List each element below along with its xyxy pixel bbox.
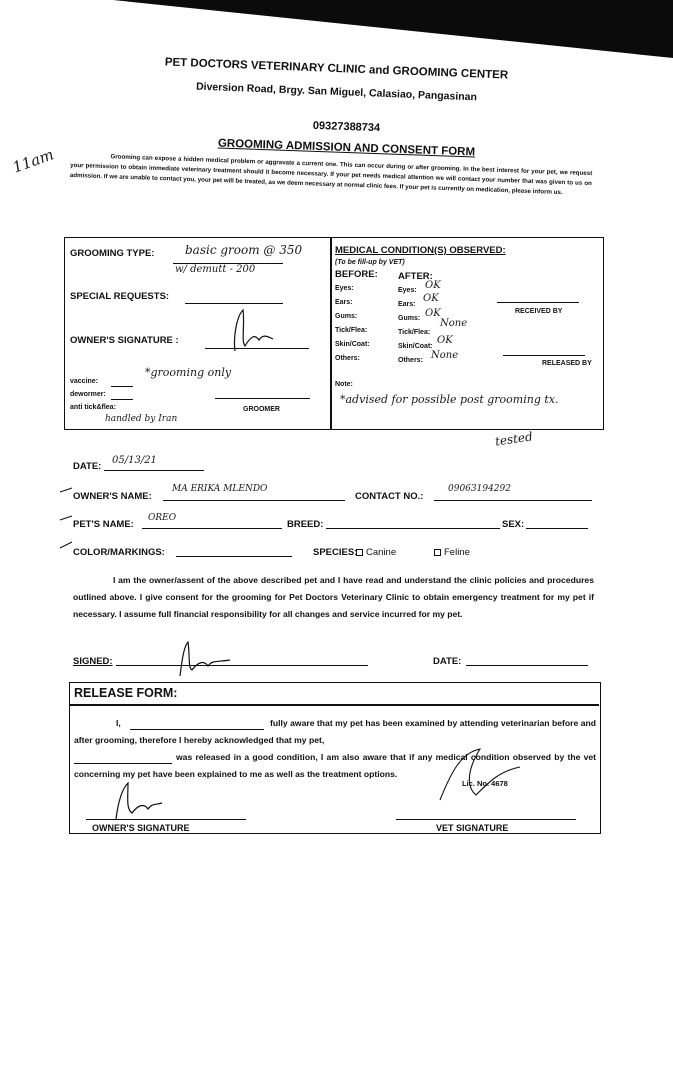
sex-line: [526, 528, 588, 529]
owner-name-value: MA ERIKA MLENDO: [172, 484, 268, 494]
after-skin: Skin/Coat:: [398, 343, 433, 350]
after-ears: Ears:: [398, 301, 416, 308]
pet-name-label: PET'S NAME:: [73, 519, 134, 530]
vaccine-line: [111, 386, 133, 387]
canine-label: Canine: [366, 547, 397, 558]
release-title: RELEASE FORM:: [74, 686, 178, 700]
pen-marks: [58, 480, 78, 560]
date-value: 05/13/21: [112, 455, 157, 466]
vaccine-label: vaccine:: [70, 378, 99, 385]
after-others-value: None: [431, 350, 459, 361]
before-gums: Gums:: [335, 313, 358, 320]
box-divider: [330, 238, 332, 429]
after-label: AFTER:: [398, 271, 433, 282]
species-label: SPECIES:: [313, 547, 358, 558]
contact-line: [434, 500, 592, 501]
after-eyes: Eyes:: [398, 287, 417, 294]
owner-name-label: OWNER'S NAME:: [73, 491, 152, 502]
release-text-2: fully aware that my pet has been examined by attending veterinarian before and after grooming, therefore I hereby acknowledged that my pet,: [74, 718, 596, 745]
signed-date-label: DATE:: [433, 656, 462, 667]
special-requests-line: [185, 303, 283, 304]
tested-note: tested: [494, 429, 534, 449]
release-title-rule: [70, 704, 599, 706]
medical-title: MEDICAL CONDITION(S) OBSERVED:: [335, 245, 506, 256]
color-label: COLOR/MARKINGS:: [73, 547, 165, 558]
groomer-line: [215, 398, 310, 399]
pet-name-value: OREO: [148, 513, 177, 523]
form-title: GROOMING ADMISSION AND CONSENT FORM: [217, 137, 476, 159]
sex-label: SEX:: [502, 519, 525, 530]
before-ears: Ears:: [335, 299, 353, 306]
color-line: [176, 556, 292, 557]
consent-signature-scribble: [170, 640, 240, 680]
after-tick: Tick/Flea:: [398, 329, 431, 336]
dewormer-label: dewormer:: [70, 391, 106, 398]
released-by-line: [503, 355, 585, 356]
signed-label: SIGNED:: [73, 656, 113, 667]
owners-signature-label: OWNER'S SIGNATURE :: [70, 335, 179, 346]
dewormer-line: [111, 399, 133, 400]
vet-signature-caption: VET SIGNATURE: [436, 823, 509, 833]
vet-signature-scribble: [420, 745, 530, 805]
vet-stamp-lic: Lic. No. 4678: [462, 779, 508, 788]
date-line: [104, 470, 204, 471]
margin-time-note: 11am: [10, 145, 57, 177]
grooming-type-label: GROOMING TYPE:: [70, 248, 155, 259]
after-gums: Gums:: [398, 315, 421, 322]
special-requests-label: SPECIAL REQUESTS:: [70, 291, 170, 302]
after-skin-value: OK: [437, 335, 453, 346]
date-label: DATE:: [73, 461, 102, 472]
breed-line: [326, 528, 500, 529]
medical-subtitle: (To be fill-up by VET): [335, 259, 405, 266]
before-tick: Tick/Flea:: [335, 327, 368, 334]
after-others: Others:: [398, 357, 423, 364]
clinic-phone: 09327388734: [312, 119, 381, 135]
received-by-label: RECEIVED BY: [515, 308, 563, 315]
after-eyes-value: OK: [425, 280, 441, 291]
release-text-1: I,: [116, 718, 121, 728]
before-skin: Skin/Coat:: [335, 341, 370, 348]
consent-paragraph: I am the owner/assent of the above described pet and I have read and understand the clinic policies and procedures outlined above. I give consent for the grooming for Pet Doctors Veterinary Clinic to obtain emergency treatment for my pet if necessary. I assume full financial responsibility for all changes and service incurred for my pet.: [73, 575, 594, 619]
feline-label: Feline: [444, 547, 470, 558]
owner-signature-caption: OWNER'S SIGNATURE: [92, 823, 190, 833]
before-others: Others:: [335, 355, 360, 362]
grooming-type-value: basic groom @ 350: [185, 243, 303, 257]
intro-paragraph: Grooming can expose a hidden medical problem or aggravate a current one. This can occur during or after grooming. In the best interest for your pet, we request your permission to obtain immediate veterinary treatment should it become necessary. If your pet needs medical attention we will contact your number that was given to us on admission. If we are unable to contact you, your pet will be treated, as we deem necessary at normal clinic fees. If your pet is currently on medication, please inform us.: [69, 153, 593, 197]
release-owner-signature-scribble: [106, 779, 166, 824]
signed-line: [116, 665, 368, 666]
handled-note: handled by Iran: [105, 414, 178, 424]
antitick-label: anti tick&flea:: [70, 404, 116, 411]
contact-value: 09063194292: [448, 484, 511, 494]
note-label: Note:: [335, 381, 353, 388]
owner-name-line: [163, 500, 345, 501]
before-eyes: Eyes:: [335, 285, 354, 292]
groom-note: *grooming only: [145, 366, 232, 379]
before-label: BEFORE:: [335, 269, 378, 280]
owner-signature-line: [86, 819, 246, 820]
vet-signature-line: [396, 819, 576, 820]
release-box: [69, 682, 601, 834]
groomer-label: GROOMER: [243, 406, 280, 413]
after-gums-value: OK: [425, 308, 441, 319]
released-by-label: RELEASED BY: [542, 360, 592, 367]
grooming-extra-value: w/ demutt - 200: [175, 264, 256, 275]
note-value: *advised for possible post grooming tx.: [340, 393, 559, 406]
signed-date-line: [466, 665, 588, 666]
owner-signature-scribble: [215, 306, 285, 356]
after-ears-value: OK: [423, 293, 439, 304]
contact-label: CONTACT NO.:: [355, 491, 424, 502]
clinic-name: PET DOCTORS VETERINARY CLINIC and GROOMING CENTER: [164, 56, 509, 82]
pet-name-line: [142, 528, 282, 529]
grooming-box: [64, 237, 604, 430]
after-tick-value: None: [440, 318, 468, 329]
received-by-line: [497, 302, 579, 303]
release-text-3: was released in a good condition, I am also aware that if any medical condition observed by the vet concerning my pet have been explained to me as well as the treatment options.: [74, 752, 596, 779]
clinic-address: Diversion Road, Brgy. San Miguel, Calasiao, Pangasinan: [195, 80, 478, 104]
scan-shadow: [113, 0, 673, 58]
feline-checkbox[interactable]: [434, 549, 441, 556]
breed-label: BREED:: [287, 519, 324, 530]
canine-checkbox[interactable]: [356, 549, 363, 556]
